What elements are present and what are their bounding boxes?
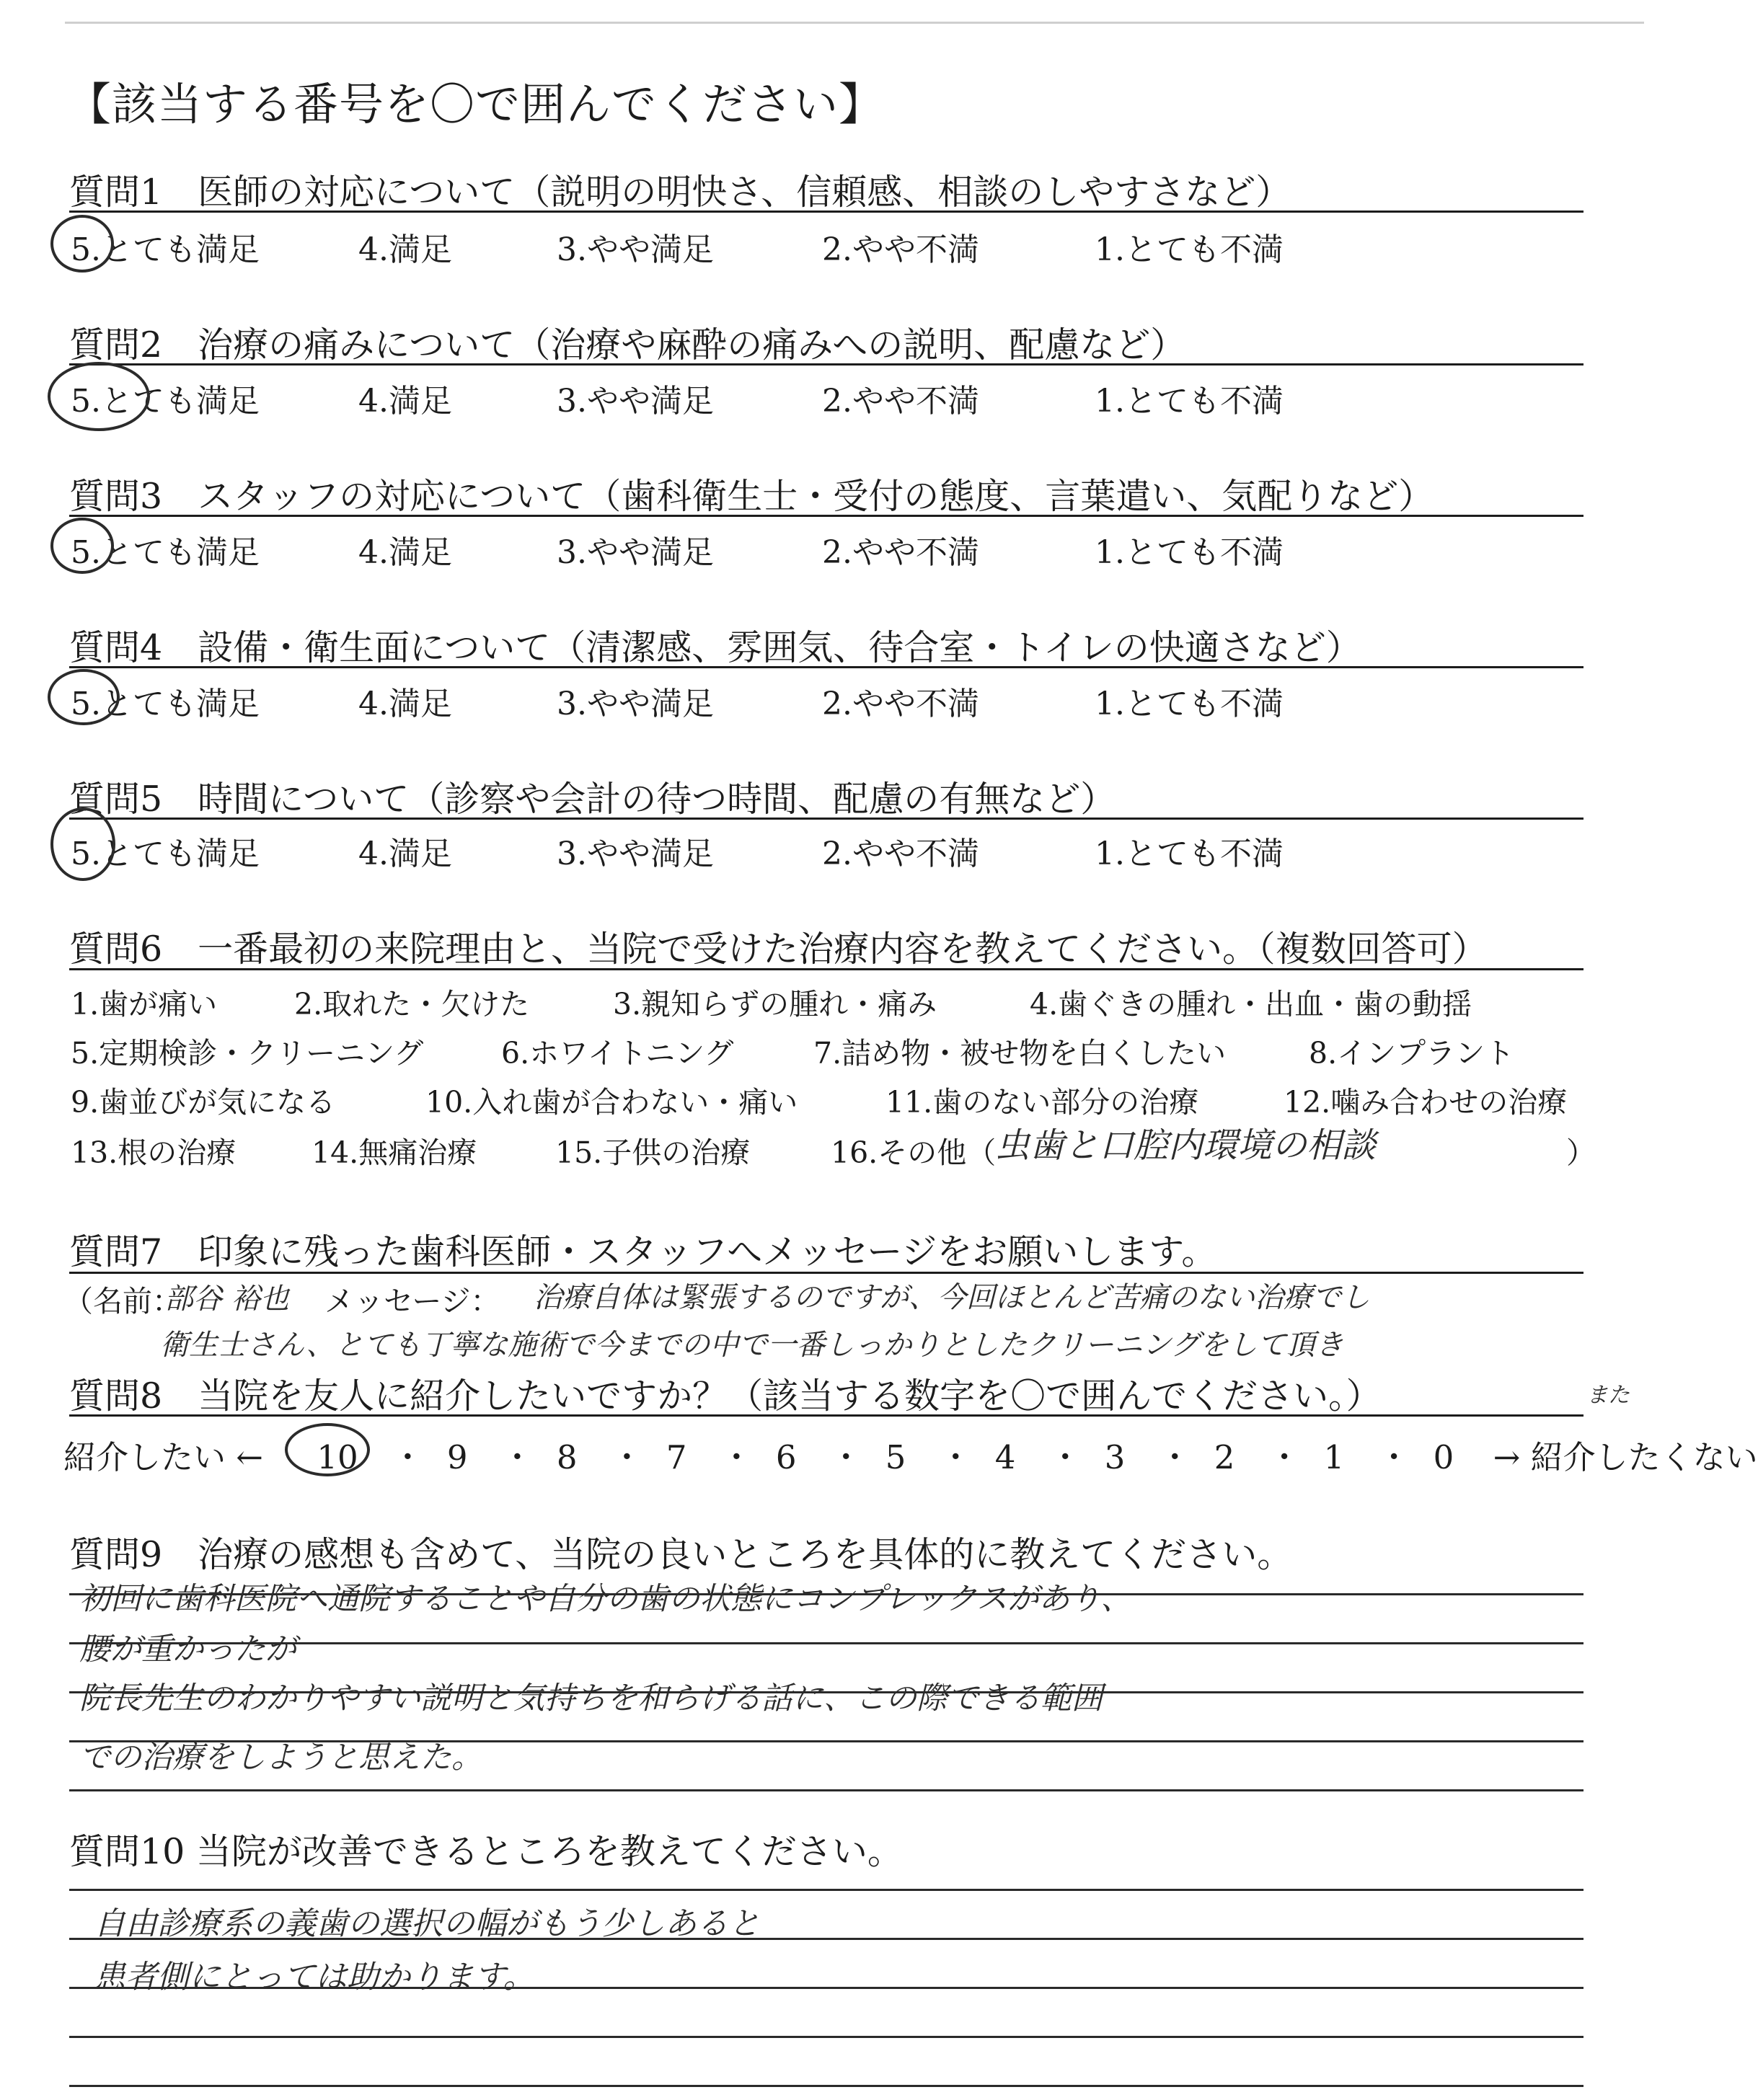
rule-q6 <box>69 968 1583 970</box>
top-border <box>65 22 1644 24</box>
q4-option-3[interactable]: 3.やや満足 <box>557 686 714 722</box>
q10-answer-line-2[interactable]: 患者側にとっては助かります。 <box>94 1959 535 1995</box>
q6-option-15[interactable]: 15.子供の治療 <box>555 1135 751 1170</box>
question-3: 質問3 スタッフの対応について（歯科衛生士・受付の態度、言葉遣い、気配りなど） <box>69 476 1434 517</box>
q8-selection-circle <box>285 1423 370 1476</box>
rule-q5 <box>69 818 1583 820</box>
scale-1[interactable]: 1 <box>1323 1438 1345 1476</box>
q9-line-2 <box>69 1642 1583 1644</box>
q3-option-3[interactable]: 3.やや満足 <box>557 534 714 571</box>
rule-q7 <box>69 1272 1583 1274</box>
question-5: 質問5 時間について（診察や会計の待つ時間、配慮の有無など） <box>69 779 1116 820</box>
question-6: 質問6 一番最初の来院理由と、当院で受けた治療内容を教えてください。（複数回答可） <box>69 929 1488 970</box>
q9-line-5 <box>69 1789 1583 1791</box>
q1-option-1[interactable]: 1.とても不満 <box>1095 231 1284 268</box>
rule-q8 <box>69 1414 1583 1417</box>
scale-9[interactable]: 9 <box>446 1438 468 1476</box>
q4-option-1[interactable]: 1.とても不満 <box>1095 686 1284 722</box>
q7-message-line-2[interactable]: 衛生士さん、とても丁寧な施術で今までの中で一番しっかりとしたクリーニングをして頂き <box>160 1329 1344 1362</box>
q3-option-4[interactable]: 4.満足 <box>358 534 452 571</box>
q1-option-2[interactable]: 2.やや不満 <box>822 231 979 268</box>
page-title: 【該当する番号を〇で囲んでください】 <box>66 78 885 130</box>
q6-option-10[interactable]: 10.入れ歯が合わない・痛い <box>425 1085 798 1120</box>
q10-line-4 <box>69 2036 1583 2038</box>
q4-option-4[interactable]: 4.満足 <box>358 686 452 722</box>
rule-q2 <box>69 363 1583 365</box>
q3-selection-circle <box>50 518 114 574</box>
q6-option-3[interactable]: 3.親知らずの腫れ・痛み <box>613 987 937 1022</box>
q6-option-4[interactable]: 4.歯ぐきの腫れ・出血・歯の動揺 <box>1030 987 1472 1022</box>
q9-answer-line-1[interactable]: 初回に歯科医院へ通院することや自分の歯の状態にコンプレックスがあり、 <box>79 1581 1132 1617</box>
q5-option-5[interactable]: 5.とても満足 <box>71 836 260 872</box>
q4-option-5[interactable]: 5.とても満足 <box>71 686 260 722</box>
q10-line-5 <box>69 2085 1583 2087</box>
q3-option-1[interactable]: 1.とても不満 <box>1095 534 1284 571</box>
q2-option-4[interactable]: 4.満足 <box>358 383 452 420</box>
q7-message-line-1[interactable]: 治療自体は緊張するのですが、今回ほとんど苦痛のない治療でし <box>534 1281 1370 1314</box>
question-2: 質問2 治療の痛みについて（治療や麻酔の痛みへの説明、配慮など） <box>69 324 1186 365</box>
q5-option-3[interactable]: 3.やや満足 <box>557 836 714 872</box>
question-7: 質問7 印象に残った歯科医師・スタッフへメッセージをお願いします。 <box>69 1231 1217 1272</box>
q6-option-1[interactable]: 1.歯が痛い <box>71 987 218 1022</box>
q3-option-2[interactable]: 2.やや不満 <box>822 534 979 571</box>
q6-option-8[interactable]: 8.インプラント <box>1309 1036 1515 1071</box>
q6-option-14[interactable]: 14.無痛治療 <box>312 1135 477 1170</box>
q5-selection-circle <box>50 807 115 881</box>
q6-option-13[interactable]: 13.根の治療 <box>71 1135 237 1170</box>
q9-answer-line-3[interactable]: 院長先生のわかりやすい説明と気持ちを和らげる話に、この際できる範囲 <box>79 1680 1103 1716</box>
q2-option-2[interactable]: 2.やや不満 <box>822 383 979 420</box>
q2-selection-circle <box>48 362 150 431</box>
question-9: 質問9 治療の感想も含めて、当院の良いところを具体的に教えてください。 <box>69 1534 1293 1575</box>
scale-7[interactable]: 7 <box>666 1438 687 1476</box>
rule-q3 <box>69 515 1583 517</box>
q9-answer-line-2[interactable]: 腰が重かったが <box>79 1631 296 1667</box>
q5-option-2[interactable]: 2.やや不満 <box>822 836 979 872</box>
q6-option-16[interactable]: 16.その他（ <box>831 1135 997 1170</box>
q6-option-6[interactable]: 6.ホワイトニング <box>501 1036 734 1071</box>
q5-option-1[interactable]: 1.とても不満 <box>1095 836 1284 872</box>
q6-option-9[interactable]: 9.歯並びが気になる <box>71 1085 336 1120</box>
scale-6[interactable]: 6 <box>775 1438 797 1476</box>
rule-q1 <box>69 211 1583 213</box>
question-8: 質問8 当院を友人に紹介したいですか？（該当する数字を〇で囲んでください。） <box>69 1375 1382 1417</box>
q6-option-16-close: ） <box>1566 1135 1596 1170</box>
scale-left-label: 紹介したい ← <box>63 1438 264 1476</box>
scale-2[interactable]: 2 <box>1214 1438 1235 1476</box>
q5-option-4[interactable]: 4.満足 <box>358 836 452 872</box>
q2-option-1[interactable]: 1.とても不満 <box>1095 383 1284 420</box>
scale-5[interactable]: 5 <box>885 1438 906 1476</box>
q9-answer-line-4[interactable]: での治療をしようと思えた。 <box>79 1740 482 1776</box>
scale-0[interactable]: 0 <box>1433 1438 1454 1476</box>
q6-option-11[interactable]: 11.歯のない部分の治療 <box>885 1085 1199 1120</box>
q7-message-tail[interactable]: また <box>1586 1383 1630 1408</box>
q2-option-3[interactable]: 3.やや満足 <box>557 383 714 420</box>
q4-selection-circle <box>48 669 120 725</box>
scale-10[interactable]: 10 <box>317 1438 358 1476</box>
rule-q4 <box>69 666 1583 668</box>
q10-line-1 <box>69 1889 1583 1891</box>
q4-option-2[interactable]: 2.やや不満 <box>822 686 979 722</box>
scale-4[interactable]: 4 <box>994 1438 1016 1476</box>
question-10: 質問10 当院が改善できるところを教えてください。 <box>69 1831 903 1872</box>
scale-8[interactable]: 8 <box>556 1438 578 1476</box>
q7-message-label: メッセージ： <box>324 1284 500 1319</box>
q1-option-5[interactable]: 5.とても満足 <box>71 231 260 268</box>
question-1: 質問1 医師の対応について（説明の明快さ、信頼感、相談のしやすさなど） <box>69 172 1291 213</box>
scale-right-label: → 紹介したくない <box>1493 1438 1758 1476</box>
q6-option-2[interactable]: 2.取れた・欠けた <box>294 987 530 1022</box>
q1-option-3[interactable]: 3.やや満足 <box>557 231 714 268</box>
q6-option-7[interactable]: 7.詰め物・被せ物を白くしたい <box>813 1036 1227 1071</box>
question-4: 質問4 設備・衛生面について（清潔感、雰囲気、待合室・トイレの快適さなど） <box>69 627 1361 668</box>
q10-answer-line-1[interactable]: 自由診療系の義歯の選択の幅がもう少しあると <box>94 1905 760 1942</box>
q1-option-4[interactable]: 4.満足 <box>358 231 452 268</box>
scale-3[interactable]: 3 <box>1104 1438 1126 1476</box>
q3-option-5[interactable]: 5.とても満足 <box>71 534 260 571</box>
q2-option-5[interactable]: 5.とても満足 <box>71 383 260 420</box>
q6-option-12[interactable]: 12.噛み合わせの治療 <box>1284 1085 1568 1120</box>
q7-name-label: （名前： <box>63 1284 182 1319</box>
q1-selection-circle <box>50 215 114 273</box>
q7-name-handwritten[interactable]: 部谷 裕也 <box>164 1282 289 1316</box>
q6-option-5[interactable]: 5.定期検診・クリーニング <box>71 1036 424 1071</box>
q6-other-handwritten[interactable]: 虫歯と口腔内環境の相談 <box>995 1125 1377 1166</box>
q8-recommend-scale: 紹介したい ← 10 ・ 9 ・ 8 ・ 7 ・ 6 ・ 5 ・ 4 ・ 3 ・ 2 ・ 1 ・ 0 → 紹介したくない <box>63 1431 1758 1478</box>
